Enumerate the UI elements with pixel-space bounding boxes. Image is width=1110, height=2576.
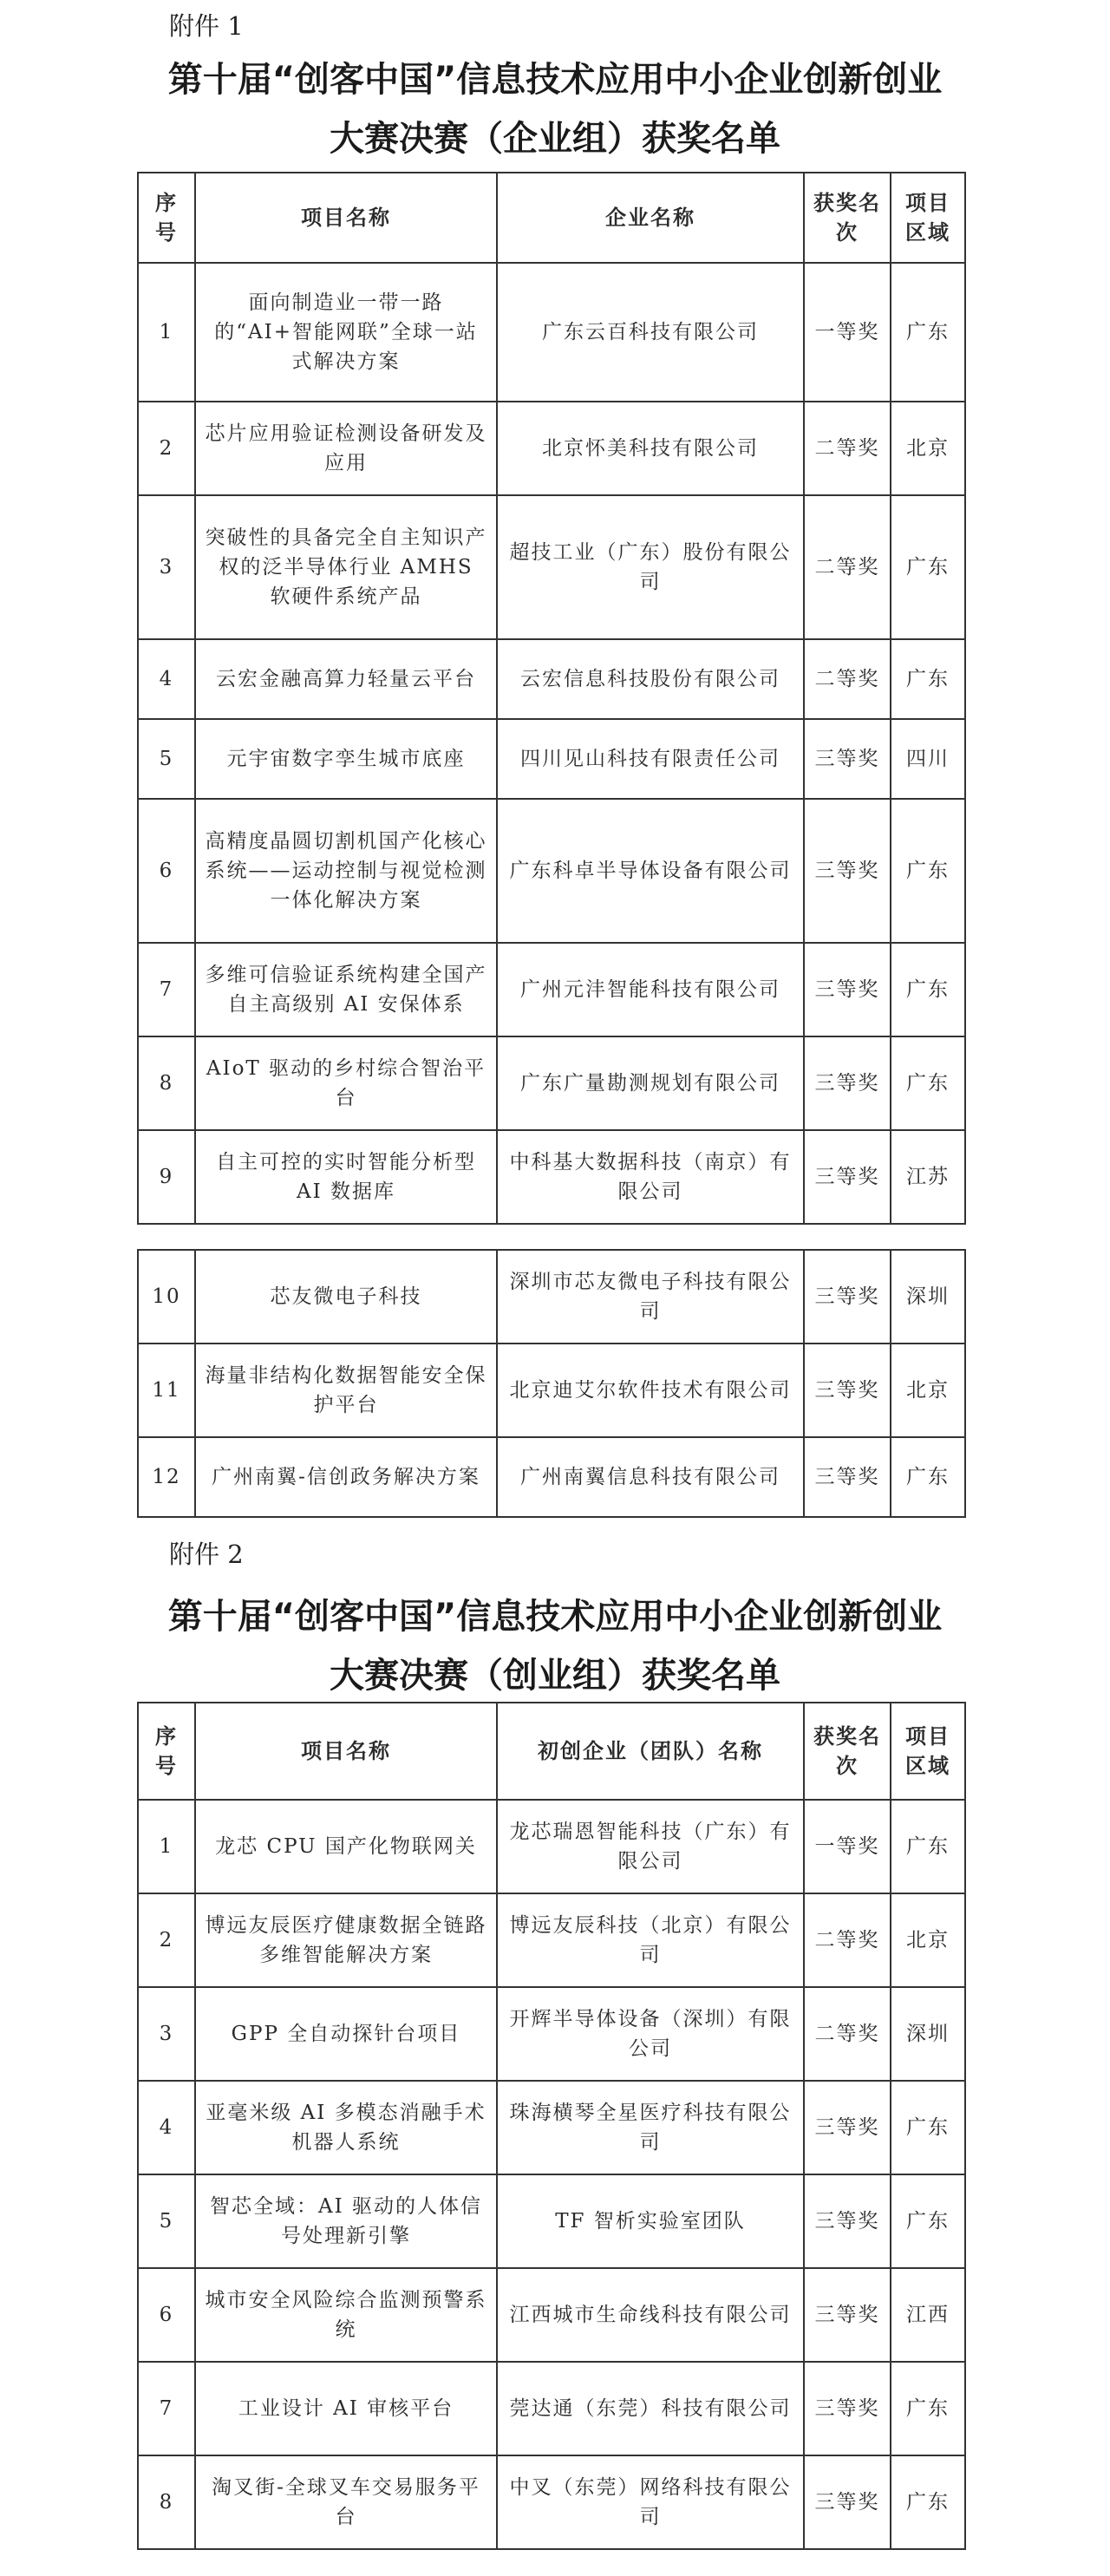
enterprise-award-table-continued: [137, 1249, 966, 1518]
project-region: 深圳: [891, 1250, 965, 1344]
project-name: 自主可控的实时智能分析型 AI 数据库: [195, 1130, 497, 1224]
row-number: 4: [138, 639, 195, 719]
company-name: TF 智析实验室团队: [497, 2174, 804, 2268]
company-name: 云宏信息科技股份有限公司: [497, 639, 804, 719]
project-region: 北京: [891, 1893, 965, 1987]
attachment-2-label: 附件 2: [169, 1540, 244, 1569]
table-row: [138, 2455, 965, 2549]
enterprise-award-table: [137, 172, 966, 1225]
table-header-row: [138, 1703, 965, 1800]
attachment-2-title-line2: 大赛决赛（创业组）获奖名单: [330, 1656, 780, 1696]
project-region: 北京: [891, 1344, 965, 1437]
award-rank: 三等奖: [804, 1250, 891, 1344]
project-region: 深圳: [891, 1987, 965, 2081]
company-name: 深圳市芯友微电子科技有限公司: [497, 1250, 804, 1344]
company-name: 广州元沣智能科技有限公司: [497, 943, 804, 1036]
table-row: [138, 1437, 965, 1517]
table-row: [138, 1987, 965, 2081]
award-rank: 二等奖: [804, 639, 891, 719]
startup-award-table: [137, 1702, 966, 2550]
company-name: 北京迪艾尔软件技术有限公司: [497, 1344, 804, 1437]
row-number: 11: [138, 1344, 195, 1437]
project-name: 博远友辰医疗健康数据全链路多维智能解决方案: [195, 1893, 497, 1987]
award-rank: 三等奖: [804, 719, 891, 799]
award-rank: 三等奖: [804, 2455, 891, 2549]
project-region: 广东: [891, 2081, 965, 2174]
project-name: 面向制造业一带一路的“AI+智能网联”全球一站式解决方案: [195, 263, 497, 402]
award-rank: 二等奖: [804, 495, 891, 639]
company-name: 广东广量勘测规划有限公司: [497, 1036, 804, 1130]
header-company: 企业名称: [497, 173, 804, 263]
row-number: 5: [138, 2174, 195, 2268]
project-region: 广东: [891, 2455, 965, 2549]
project-name: 云宏金融高算力轻量云平台: [195, 639, 497, 719]
project-name: 淘叉街-全球叉车交易服务平台: [195, 2455, 497, 2549]
table-row: [138, 2174, 965, 2268]
award-rank: 三等奖: [804, 943, 891, 1036]
table-row: [138, 1036, 965, 1130]
project-region: 广东: [891, 799, 965, 943]
row-number: 4: [138, 2081, 195, 2174]
project-name: 多维可信验证系统构建全国产自主高级别 AI 安保体系: [195, 943, 497, 1036]
project-name: 亚毫米级 AI 多模态消融手术机器人系统: [195, 2081, 497, 2174]
row-number: 3: [138, 1987, 195, 2081]
project-region: 广东: [891, 2362, 965, 2455]
attachment-1-title-line2: 大赛决赛（企业组）获奖名单: [330, 119, 780, 159]
project-region: 广东: [891, 495, 965, 639]
company-name: 北京怀美科技有限公司: [497, 402, 804, 495]
award-rank: 三等奖: [804, 2268, 891, 2362]
award-rank: 三等奖: [804, 2174, 891, 2268]
company-name: 广东科卓半导体设备有限公司: [497, 799, 804, 943]
header-award: 获奖名次: [804, 173, 891, 263]
table-row: [138, 1344, 965, 1437]
award-rank: 二等奖: [804, 402, 891, 495]
row-number: 5: [138, 719, 195, 799]
project-region: 广东: [891, 943, 965, 1036]
company-name: 莞达通（东莞）科技有限公司: [497, 2362, 804, 2455]
row-number: 9: [138, 1130, 195, 1224]
company-name: 四川见山科技有限责任公司: [497, 719, 804, 799]
award-rank: 三等奖: [804, 799, 891, 943]
project-region: 广东: [891, 2174, 965, 2268]
project-region: 广东: [891, 639, 965, 719]
award-rank: 二等奖: [804, 1987, 891, 2081]
table-row: [138, 943, 965, 1036]
award-rank: 三等奖: [804, 2081, 891, 2174]
table-row: [138, 263, 965, 402]
award-rank: 三等奖: [804, 1130, 891, 1224]
row-number: 10: [138, 1250, 195, 1344]
project-name: AIoT 驱动的乡村综合智治平台: [195, 1036, 497, 1130]
project-name: 海量非结构化数据智能安全保护平台: [195, 1344, 497, 1437]
company-name: 龙芯瑞恩智能科技（广东）有限公司: [497, 1800, 804, 1893]
row-number: 3: [138, 495, 195, 639]
table-row: [138, 799, 965, 943]
project-name: GPP 全自动探针台项目: [195, 1987, 497, 2081]
table-row: [138, 719, 965, 799]
header-award: 获奖名次: [804, 1703, 891, 1800]
award-rank: 三等奖: [804, 1036, 891, 1130]
attachment-1-title-line1: 第十届“创客中国”信息技术应用中小企业创新创业: [167, 60, 943, 100]
attachment-1-label: 附件 1: [169, 11, 244, 41]
row-number: 7: [138, 2362, 195, 2455]
project-region: 广东: [891, 1800, 965, 1893]
project-name: 工业设计 AI 审核平台: [195, 2362, 497, 2455]
company-name: 超技工业（广东）股份有限公司: [497, 495, 804, 639]
award-rank: 一等奖: [804, 1800, 891, 1893]
row-number: 2: [138, 402, 195, 495]
table-header-row: [138, 173, 965, 263]
award-rank: 三等奖: [804, 1437, 891, 1517]
project-region: 北京: [891, 402, 965, 495]
table-row: [138, 1893, 965, 1987]
project-name: 芯友微电子科技: [195, 1250, 497, 1344]
company-name: 江西城市生命线科技有限公司: [497, 2268, 804, 2362]
table-row: [138, 2362, 965, 2455]
table-row: [138, 1130, 965, 1224]
project-name: 元宇宙数字孪生城市底座: [195, 719, 497, 799]
project-name: 广州南翼-信创政务解决方案: [195, 1437, 497, 1517]
project-name: 城市安全风险综合监测预警系统: [195, 2268, 497, 2362]
company-name: 广州南翼信息科技有限公司: [497, 1437, 804, 1517]
project-region: 江西: [891, 2268, 965, 2362]
row-number: 1: [138, 263, 195, 402]
table-row: [138, 639, 965, 719]
company-name: 广东云百科技有限公司: [497, 263, 804, 402]
award-rank: 三等奖: [804, 1344, 891, 1437]
header-region: 项目区域: [891, 1703, 965, 1800]
header-company: 初创企业（团队）名称: [497, 1703, 804, 1800]
award-rank: 二等奖: [804, 1893, 891, 1987]
project-region: 四川: [891, 719, 965, 799]
table-row: [138, 402, 965, 495]
table-row: [138, 1250, 965, 1344]
project-name: 芯片应用验证检测设备研发及应用: [195, 402, 497, 495]
row-number: 8: [138, 1036, 195, 1130]
row-number: 12: [138, 1437, 195, 1517]
table-row: [138, 495, 965, 639]
row-number: 1: [138, 1800, 195, 1893]
award-rank: 一等奖: [804, 263, 891, 402]
table-row: [138, 1800, 965, 1893]
award-rank: 三等奖: [804, 2362, 891, 2455]
row-number: 7: [138, 943, 195, 1036]
company-name: 开辉半导体设备（深圳）有限公司: [497, 1987, 804, 2081]
row-number: 6: [138, 2268, 195, 2362]
project-region: 广东: [891, 1036, 965, 1130]
header-no: 序号: [138, 1703, 195, 1800]
header-no: 序号: [138, 173, 195, 263]
row-number: 8: [138, 2455, 195, 2549]
project-name: 高精度晶圆切割机国产化核心系统——运动控制与视觉检测一体化解决方案: [195, 799, 497, 943]
header-region: 项目区域: [891, 173, 965, 263]
project-region: 江苏: [891, 1130, 965, 1224]
company-name: 中叉（东莞）网络科技有限公司: [497, 2455, 804, 2549]
company-name: 珠海横琴全星医疗科技有限公司: [497, 2081, 804, 2174]
project-name: 龙芯 CPU 国产化物联网关: [195, 1800, 497, 1893]
row-number: 6: [138, 799, 195, 943]
table-row: [138, 2268, 965, 2362]
project-name: 智芯全域：AI 驱动的人体信号处理新引擎: [195, 2174, 497, 2268]
attachment-2-title-line1: 第十届“创客中国”信息技术应用中小企业创新创业: [167, 1597, 943, 1637]
header-project: 项目名称: [195, 1703, 497, 1800]
project-region: 广东: [891, 1437, 965, 1517]
header-project: 项目名称: [195, 173, 497, 263]
company-name: 博远友辰科技（北京）有限公司: [497, 1893, 804, 1987]
project-region: 广东: [891, 263, 965, 402]
row-number: 2: [138, 1893, 195, 1987]
project-name: 突破性的具备完全自主知识产权的泛半导体行业 AMHS 软硬件系统产品: [195, 495, 497, 639]
company-name: 中科基大数据科技（南京）有限公司: [497, 1130, 804, 1224]
table-row: [138, 2081, 965, 2174]
